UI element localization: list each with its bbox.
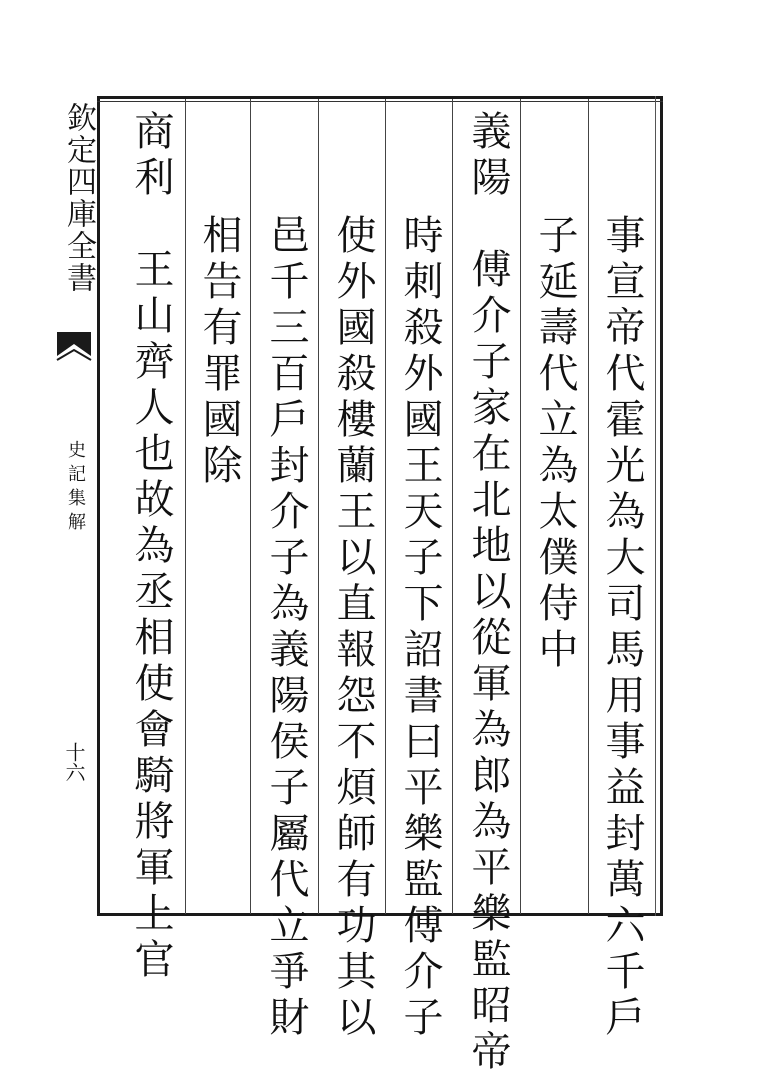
volume-title: 史記集解	[65, 440, 86, 536]
text-column-6: 邑千三百戶封介子為義陽侯子屬代立爭財	[263, 214, 309, 1042]
text-column-3: 義陽 傅介子家在北地以從軍為郎為平樂監昭帝	[465, 110, 511, 1076]
column-rule	[185, 99, 186, 914]
column-rule	[520, 99, 521, 914]
text-column-4: 時刺殺外國王天子下詔書曰平樂監傅介子	[397, 214, 443, 1042]
column-rule	[250, 99, 251, 914]
page-number: 十六	[62, 742, 86, 782]
book-title: 欽定四庫全書	[61, 102, 96, 294]
frame-inner-line-top	[97, 101, 663, 102]
text-column-5: 使外國殺樓蘭王以直報怨不煩師有功其以	[330, 214, 376, 1042]
text-column-1: 事宣帝代霍光為大司馬用事益封萬六千戶	[599, 214, 645, 1042]
text-column-2: 子延壽代立為太僕侍中	[532, 214, 578, 674]
column-rule	[318, 99, 319, 914]
text-column-7: 相告有罪國除	[196, 214, 242, 490]
text-column-8: 商利 王山齊人也故為丞相使會騎將軍上官	[128, 110, 174, 984]
frame-inner-line-right	[655, 96, 656, 916]
column-rule	[452, 99, 453, 914]
column-rule	[385, 99, 386, 914]
column-rule	[588, 99, 589, 914]
fishtail-ornament	[55, 330, 93, 370]
